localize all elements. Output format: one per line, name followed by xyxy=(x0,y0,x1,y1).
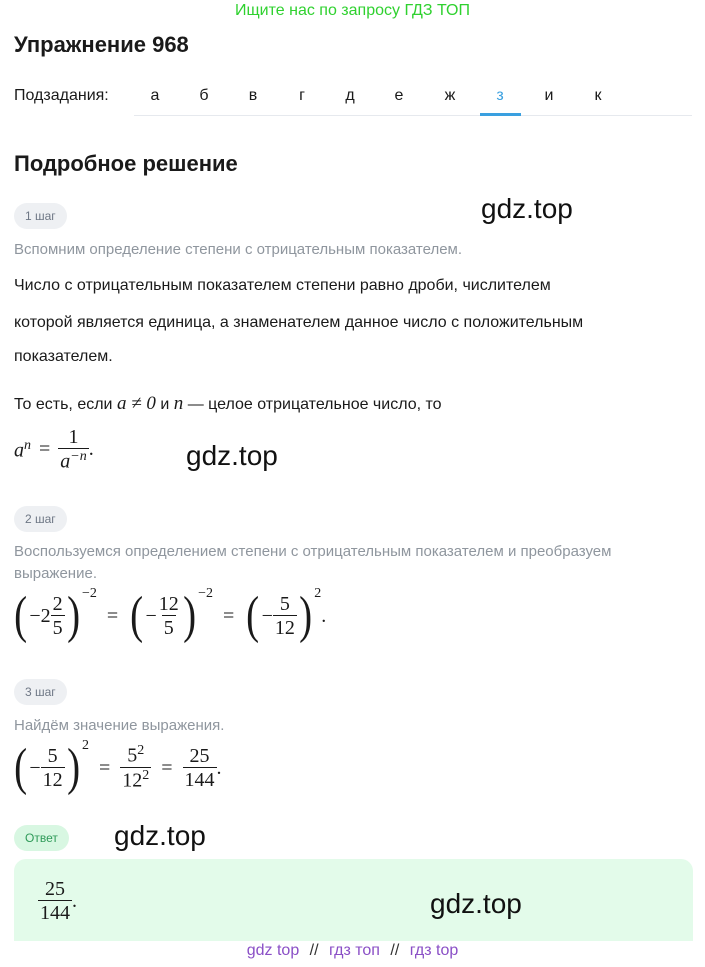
step-1-eq: = xyxy=(39,438,51,461)
step-3-t2-den-exp: 2 xyxy=(142,768,150,783)
step-3-t3-den: 144 xyxy=(184,768,215,791)
answer-num: 25 xyxy=(45,878,65,900)
step-3-t1-sign: − xyxy=(29,756,41,779)
top-banner: Ищите нас по запросу ГДЗ ТОП xyxy=(235,2,470,19)
watermark: gdz.top xyxy=(481,193,573,224)
step-3-t1-num: 5 xyxy=(47,744,58,767)
step-2-paren-close-3: ) xyxy=(299,587,313,644)
step-2-t3-fraction xyxy=(273,593,297,640)
subtask-tab-zh[interactable]: ж xyxy=(444,87,456,104)
answer-badge: Ответ xyxy=(14,825,69,851)
watermark: gdz.top xyxy=(114,820,206,851)
active-tab-indicator xyxy=(480,113,521,116)
step-1-text-line-3: показателем. xyxy=(14,348,113,365)
step-3-badge: 3 шаг xyxy=(14,679,67,705)
step-3-end: . xyxy=(216,756,222,779)
step-2-eq1: = xyxy=(106,604,119,627)
footer-links xyxy=(0,942,705,960)
step-2-t3-exp: 2 xyxy=(314,586,322,601)
step-1-badge: 1 шаг xyxy=(14,203,67,229)
step-1-condition-n: n xyxy=(173,393,184,414)
step-3-t2-num-exp: 2 xyxy=(137,743,145,759)
step-2-hint: Воспользуемся определением степени с отрицательным показателем и преобразуем выражение. xyxy=(14,543,612,582)
step-2-t2-num: 12 xyxy=(158,592,179,615)
subtask-tab-a[interactable]: а xyxy=(150,87,160,104)
step-3-eq1: = xyxy=(98,756,111,779)
step-2-paren-close-1: ) xyxy=(66,587,80,644)
step-2-t1-num: 2 xyxy=(52,592,63,615)
step-2-formula xyxy=(12,586,327,644)
step-3-t1-exp: 2 xyxy=(81,738,89,753)
step-3-t2-fraction xyxy=(120,743,151,792)
watermark: gdz.top xyxy=(430,888,522,919)
step-1-hint: Вспомним определение степени с отрицательным показателем. xyxy=(14,241,463,258)
subtask-tab-d[interactable]: д xyxy=(345,87,355,104)
step-2-t2-exp: −2 xyxy=(198,586,213,601)
step-1-end: . xyxy=(88,438,94,461)
answer-formula xyxy=(38,878,77,925)
answer-den: 144 xyxy=(40,902,70,924)
step-2-t2-den: 5 xyxy=(163,616,174,639)
step-1-condition-prefix: То есть, если xyxy=(14,396,113,413)
step-1-condition-suffix: — целое отрицательное число, то xyxy=(187,396,442,413)
step-1-frac-num: 1 xyxy=(68,426,79,448)
step-3-t1-den: 12 xyxy=(42,768,63,791)
step-1-fraction xyxy=(58,426,88,474)
step-1-frac-den-exp: −n xyxy=(70,449,87,464)
footer-link-1[interactable]: gdz top xyxy=(246,942,300,959)
step-1-frac-den-base: a xyxy=(60,450,71,473)
subtask-tab-z-active[interactable]: з xyxy=(496,87,504,104)
step-2-paren-open-3: ( xyxy=(246,587,260,644)
section-title: Подробное решение xyxy=(14,151,238,176)
footer-link-2[interactable]: гдз топ xyxy=(329,942,380,959)
step-2-paren-open-2: ( xyxy=(130,587,144,644)
step-1-condition-line xyxy=(14,393,442,415)
subtask-tab-k[interactable]: к xyxy=(594,87,602,104)
subtask-tab-v[interactable]: в xyxy=(248,87,258,104)
step-2-t3-den: 12 xyxy=(274,616,295,639)
step-3-t2-num-base: 5 xyxy=(127,745,138,767)
step-3-formula xyxy=(12,738,222,796)
step-3-t3-num: 25 xyxy=(189,744,210,767)
answer-box xyxy=(14,859,693,941)
answer-fraction xyxy=(38,878,72,925)
step-2-t3-sign: − xyxy=(261,604,273,627)
subtask-tab-i[interactable]: и xyxy=(544,87,554,104)
step-3-paren-open: ( xyxy=(14,739,28,796)
step-2-t1-den: 5 xyxy=(52,616,63,639)
subtask-tab-e[interactable]: е xyxy=(394,87,404,104)
step-3-eq2: = xyxy=(161,756,173,779)
step-3-hint: Найдём значение выражения. xyxy=(14,717,225,734)
step-2-t1-fraction xyxy=(51,593,65,640)
answer-end: . xyxy=(72,890,77,912)
subtasks-divider xyxy=(134,115,692,116)
step-1-condition-and: и xyxy=(160,396,170,413)
step-1-lhs-base: a xyxy=(14,439,24,462)
step-1-text-line-2: которой является единица, а знаменателем данное число с положительным xyxy=(14,314,584,331)
step-2-t1-exp: −2 xyxy=(81,586,97,601)
step-2-t2-fraction xyxy=(157,593,181,640)
step-2-end: . xyxy=(321,604,327,627)
step-2-t1-sign: − xyxy=(29,604,41,627)
step-3-paren-close: ) xyxy=(66,739,80,796)
step-3-t2-den-base: 12 xyxy=(122,769,143,792)
page-title: Упражнение 968 xyxy=(14,32,189,57)
step-1-lhs-exp: n xyxy=(24,437,31,453)
step-3-t1-fraction xyxy=(41,745,65,792)
step-3-t3-fraction xyxy=(183,745,217,792)
step-1-formula xyxy=(14,426,94,474)
step-2-badge: 2 шаг xyxy=(14,506,67,532)
subtasks-label: Подзадания: xyxy=(14,87,109,104)
footer-separator-2: // xyxy=(390,942,400,959)
step-2-t2-sign: − xyxy=(145,604,157,627)
footer-separator-1: // xyxy=(309,942,319,959)
subtask-tab-b[interactable]: б xyxy=(199,87,209,104)
step-1-text-line-1: Число с отрицательным показателем степени равно дроби, числителем xyxy=(14,277,551,294)
step-2-t1-whole: 2 xyxy=(40,604,51,627)
step-2-t3-num: 5 xyxy=(279,592,290,615)
watermark: gdz.top xyxy=(186,440,278,471)
step-2-paren-close-2: ) xyxy=(182,587,196,644)
subtask-tab-g[interactable]: г xyxy=(299,87,305,104)
step-1-condition-formula: a ≠ 0 xyxy=(116,393,156,414)
footer-link-3[interactable]: гдз top xyxy=(409,942,459,959)
step-2-paren-open-1: ( xyxy=(14,587,28,644)
step-2-eq2: = xyxy=(222,604,235,627)
